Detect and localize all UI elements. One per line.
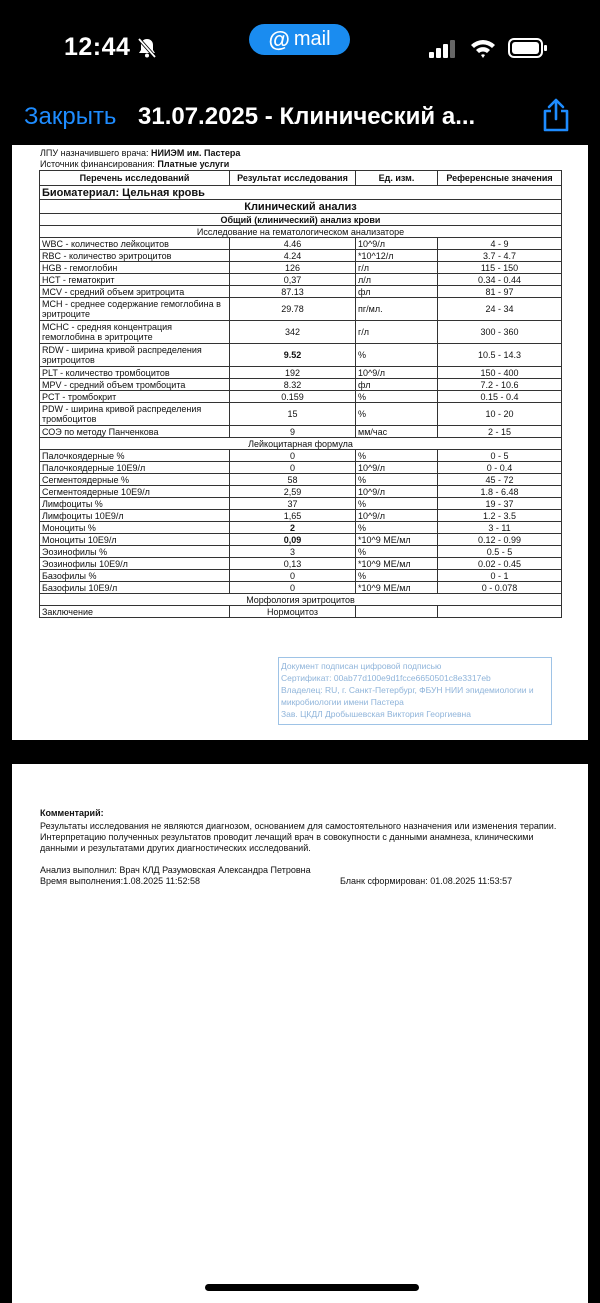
test-name-cell: MCHC - средняя концентрация гемоглобина в эритроците <box>40 321 230 344</box>
test-name-cell: Моноциты 10E9/л <box>40 534 230 546</box>
reference-cell: 24 - 34 <box>438 298 562 321</box>
unit-cell: % <box>356 498 438 510</box>
reference-cell: 3 - 11 <box>438 522 562 534</box>
result-cell: 192 <box>230 367 356 379</box>
table-row <box>40 474 562 486</box>
reference-cell: 0.12 - 0.99 <box>438 534 562 546</box>
financing-line: Источник финансирования: Платные услуги <box>40 159 230 169</box>
reference-cell: 7.2 - 10.6 <box>438 379 562 391</box>
unit-cell: фл <box>356 379 438 391</box>
biomaterial-label: Биоматериал: Цельная кровь <box>40 186 356 200</box>
unit-cell: пг/мл. <box>356 298 438 321</box>
subtitle-row <box>40 214 562 226</box>
group-row-analyzer <box>40 226 562 238</box>
reference-cell: 19 - 37 <box>438 498 562 510</box>
test-name-cell: HGB - гемоглобин <box>40 262 230 274</box>
unit-cell: 10^9/л <box>356 510 438 522</box>
reference-cell: 4 - 9 <box>438 238 562 250</box>
test-name-cell: WBC - количество лейкоцитов <box>40 238 230 250</box>
section-title: Клинический анализ <box>40 200 562 214</box>
performed-time: Время выполнения:1.08.2025 11:52:58 <box>40 876 201 886</box>
reference-cell: 45 - 72 <box>438 474 562 486</box>
status-bar <box>0 0 600 95</box>
reference-cell: 81 - 97 <box>438 286 562 298</box>
result-cell: 0 <box>230 450 356 462</box>
home-indicator[interactable] <box>205 1284 419 1291</box>
unit-cell: г/л <box>356 321 438 344</box>
conclusion-label: Заключение <box>40 606 230 618</box>
status-time: 12:44 <box>64 33 131 61</box>
comment-text: Результаты исследования не являются диагнозом, основанием для самостоятельного назначения или изменения терапии. Интерпретацию полученных результатов проводит лечащий врач в совокупности с данными анамнеза, клиническими данными и результатами других диагностических исследований. <box>40 821 557 853</box>
unit-cell: г/л <box>356 262 438 274</box>
table-row <box>40 344 562 367</box>
result-cell: 9.52 <box>230 344 356 367</box>
group-row-morphology-label: Морфология эритроцитов <box>40 594 562 606</box>
test-name-cell: PDW - ширина кривой распределения тромбоцитов <box>40 403 230 426</box>
reference-cell: 1.8 - 6.48 <box>438 486 562 498</box>
table-row <box>40 462 562 474</box>
test-name-cell: MPV - средний объем тромбоцита <box>40 379 230 391</box>
test-name-cell: Базофилы 10E9/л <box>40 582 230 594</box>
result-cell: 126 <box>230 262 356 274</box>
battery-icon <box>508 38 548 58</box>
mail-app-pill[interactable] <box>249 24 350 55</box>
unit-cell: *10^9 МЕ/мл <box>356 558 438 570</box>
reference-cell: 0 - 0.4 <box>438 462 562 474</box>
test-name-cell: PCT - тромбокрит <box>40 391 230 403</box>
group-row-leukocyte-label: Лейкоцитарная формула <box>40 438 562 450</box>
reference-cell: 0.34 - 0.44 <box>438 274 562 286</box>
document-title: 31.07.2025 - Клинический а... <box>138 103 476 130</box>
result-cell: 0 <box>230 462 356 474</box>
unit-cell: % <box>356 546 438 558</box>
unit-cell: % <box>356 522 438 534</box>
digital-signature-stamp: Документ подписан цифровой подписью Сертификат: 00ab77d100e9d1fcce6650501c8e3317eb Владелец: RU, г. Санкт-Петербург, ФБУН НИИ эпидемиологии и микробиологии имени Пастера Зав. ЦКДЛ Дробышевская Виктория Георгиевна <box>278 657 552 725</box>
result-cell: 0 <box>230 570 356 582</box>
header-test: Перечень исследований <box>40 171 230 186</box>
test-name-cell: Сегментоядерные % <box>40 474 230 486</box>
header-reference: Референсные значения <box>438 171 562 186</box>
table-row <box>40 391 562 403</box>
header-unit: Ед. изм. <box>356 171 438 186</box>
table-row <box>40 546 562 558</box>
test-name-cell: Лимфоциты 10E9/л <box>40 510 230 522</box>
biomaterial-row <box>40 186 562 200</box>
test-name-cell: Моноциты % <box>40 522 230 534</box>
result-cell: 87.13 <box>230 286 356 298</box>
table-row <box>40 286 562 298</box>
result-cell: 4.24 <box>230 250 356 262</box>
table-row <box>40 450 562 462</box>
unit-cell: л/л <box>356 274 438 286</box>
reference-cell: 115 - 150 <box>438 262 562 274</box>
table-row <box>40 558 562 570</box>
reference-cell: 0.15 - 0.4 <box>438 391 562 403</box>
result-cell: 29.78 <box>230 298 356 321</box>
mail-pill-label: mail <box>293 28 331 50</box>
unit-cell: 10^9/л <box>356 486 438 498</box>
unit-cell: *10^12/л <box>356 250 438 262</box>
result-cell: 37 <box>230 498 356 510</box>
test-name-cell: Эозинофилы % <box>40 546 230 558</box>
comment-title: Комментарий: <box>40 808 104 818</box>
test-name-cell: MCH - среднее содержание гемоглобина в эритроците <box>40 298 230 321</box>
section-title-row <box>40 200 562 214</box>
table-row <box>40 367 562 379</box>
table-row <box>40 522 562 534</box>
table-row <box>40 321 562 344</box>
table-row <box>40 403 562 426</box>
test-name-cell: Базофилы % <box>40 570 230 582</box>
reference-cell: 0.5 - 5 <box>438 546 562 558</box>
table-row <box>40 486 562 498</box>
table-row <box>40 274 562 286</box>
unit-cell: *10^9 МЕ/мл <box>356 582 438 594</box>
unit-cell: % <box>356 391 438 403</box>
result-cell: 0,09 <box>230 534 356 546</box>
test-name-cell: Сегментоядерные 10E9/л <box>40 486 230 498</box>
result-cell: 0 <box>230 582 356 594</box>
table-header-row <box>40 171 562 186</box>
result-cell: 3 <box>230 546 356 558</box>
share-icon[interactable] <box>540 97 572 133</box>
reference-cell: 2 - 15 <box>438 426 562 438</box>
reference-cell: 0 - 0.078 <box>438 582 562 594</box>
reference-cell: 1.2 - 3.5 <box>438 510 562 522</box>
result-cell: 0.159 <box>230 391 356 403</box>
result-cell: 2,59 <box>230 486 356 498</box>
test-name-cell: Палочкоядерные % <box>40 450 230 462</box>
reference-cell: 150 - 400 <box>438 367 562 379</box>
performed-by: Анализ выполнил: Врач КЛД Разумовская Александра Петровна <box>40 865 311 875</box>
table-row <box>40 510 562 522</box>
unit-cell: фл <box>356 286 438 298</box>
test-name-cell: PLT - количество тромбоцитов <box>40 367 230 379</box>
test-name-cell: Лимфоциты % <box>40 498 230 510</box>
bell-slash-icon <box>137 37 157 59</box>
analysis-subtitle: Общий (клинический) анализ крови <box>40 214 562 226</box>
reference-cell: 10 - 20 <box>438 403 562 426</box>
table-row <box>40 250 562 262</box>
test-name-cell: Эозинофилы 10E9/л <box>40 558 230 570</box>
result-cell: 1,65 <box>230 510 356 522</box>
unit-cell: % <box>356 344 438 367</box>
table-row <box>40 498 562 510</box>
table-row <box>40 379 562 391</box>
conclusion-row <box>40 606 562 618</box>
table-row <box>40 582 562 594</box>
document-page-2 <box>12 764 588 1303</box>
wifi-icon <box>470 37 496 59</box>
conclusion-value: Нормоцитоз <box>230 606 356 618</box>
table-row <box>40 534 562 546</box>
unit-cell: мм/час <box>356 426 438 438</box>
result-cell: 342 <box>230 321 356 344</box>
at-icon: @ <box>268 26 290 52</box>
group-row-morphology <box>40 594 562 606</box>
table-row <box>40 426 562 438</box>
table-row <box>40 570 562 582</box>
test-name-cell: RDW - ширина кривой распределения эритроцитов <box>40 344 230 367</box>
result-cell: 15 <box>230 403 356 426</box>
header-result: Результат исследования <box>230 171 356 186</box>
unit-cell: *10^9 МЕ/мл <box>356 534 438 546</box>
test-name-cell: MCV - средний объем эритроцита <box>40 286 230 298</box>
unit-cell: 10^9/л <box>356 462 438 474</box>
close-button[interactable]: Закрыть <box>24 103 117 130</box>
document-page-1 <box>12 145 588 740</box>
reference-cell: 3.7 - 4.7 <box>438 250 562 262</box>
blank-formed-time: Бланк сформирован: 01.08.2025 11:53:57 <box>340 876 513 886</box>
unit-cell: 10^9/л <box>356 238 438 250</box>
group-analyzer-label: Исследование на гематологическом анализаторе <box>40 226 562 238</box>
unit-cell: % <box>356 570 438 582</box>
unit-cell: % <box>356 450 438 462</box>
test-name-cell: СОЭ по методу Панченкова <box>40 426 230 438</box>
unit-cell: % <box>356 403 438 426</box>
result-cell: 4.46 <box>230 238 356 250</box>
table-row <box>40 238 562 250</box>
table-row <box>40 298 562 321</box>
lpu-line: ЛПУ назначившего врача: НИИЭМ им. Пастера <box>40 148 241 158</box>
reference-cell: 10.5 - 14.3 <box>438 344 562 367</box>
reference-cell: 0 - 1 <box>438 570 562 582</box>
nav-bar <box>0 95 600 145</box>
results-table <box>39 170 562 618</box>
test-name-cell: Палочкоядерные 10E9/л <box>40 462 230 474</box>
test-name-cell: HCT - гематокрит <box>40 274 230 286</box>
result-cell: 2 <box>230 522 356 534</box>
unit-cell: 10^9/л <box>356 367 438 379</box>
table-row <box>40 262 562 274</box>
test-name-cell: RBC - количество эритроцитов <box>40 250 230 262</box>
result-cell: 0,13 <box>230 558 356 570</box>
reference-cell: 300 - 360 <box>438 321 562 344</box>
result-cell: 0,37 <box>230 274 356 286</box>
group-row-leukocyte <box>40 438 562 450</box>
result-cell: 58 <box>230 474 356 486</box>
result-cell: 9 <box>230 426 356 438</box>
reference-cell: 0 - 5 <box>438 450 562 462</box>
result-cell: 8.32 <box>230 379 356 391</box>
reference-cell: 0.02 - 0.45 <box>438 558 562 570</box>
cellular-signal-icon <box>428 39 458 59</box>
unit-cell: % <box>356 474 438 486</box>
